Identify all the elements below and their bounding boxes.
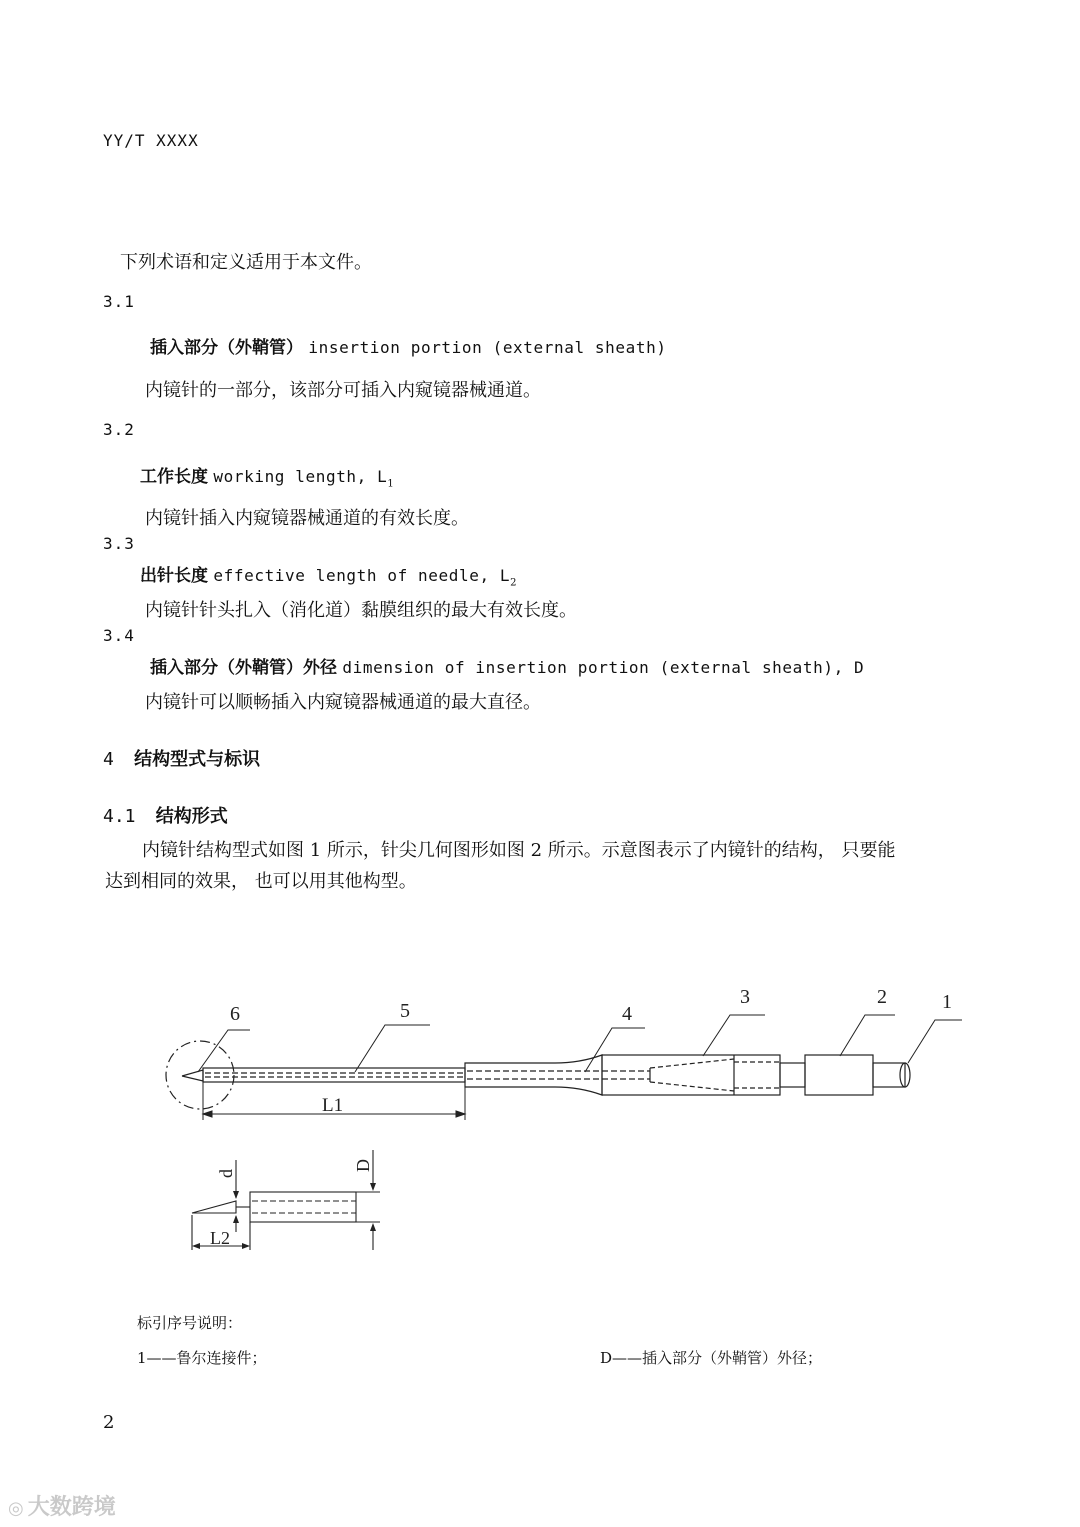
arrow-head	[233, 1215, 239, 1223]
connector-body	[805, 1055, 873, 1095]
detail-sheath	[250, 1192, 356, 1222]
term-3-3	[140, 561, 517, 588]
thin-tube	[203, 1068, 465, 1082]
callout-2: 2	[877, 986, 887, 1008]
clause-number-3-4: 3.4	[103, 626, 135, 645]
callout-1: 1	[942, 991, 952, 1013]
sheath-taper	[465, 1055, 602, 1095]
document-code: YY/T XXXX	[103, 131, 199, 150]
definition-3-4: 内镜针可以顺畅插入内窥镜器械通道的最大直径。	[145, 692, 541, 713]
watermark	[8, 1490, 116, 1521]
legend-title: 标引序号说明：	[137, 1314, 243, 1332]
term-3-1	[150, 333, 667, 358]
definition-3-2: 内镜针插入内窥镜器械通道的有效长度。	[145, 508, 469, 529]
callout-4: 4	[622, 1003, 632, 1025]
term-en: working length, L	[213, 467, 388, 486]
arrow-head	[203, 1111, 212, 1117]
detail-circle	[166, 1041, 234, 1109]
clause-number-3-3: 3.3	[103, 534, 135, 553]
neck	[780, 1063, 805, 1087]
watermark-text: 大数跨境	[27, 1495, 116, 1520]
term-subscript: 2	[510, 577, 517, 589]
handle-inner-taper	[650, 1082, 734, 1091]
legend-item-D: D——插入部分（外鞘管）外径；	[600, 1349, 823, 1367]
term-zh: 出针长度	[140, 566, 208, 586]
term-en: dimension of insertion portion (external sheath), D	[342, 658, 865, 677]
legend-item-1: 1——鲁尔连接件；	[137, 1349, 267, 1367]
callout-line-3	[703, 1015, 765, 1056]
L1-label: L1	[322, 1095, 344, 1116]
clause-number-3-2: 3.2	[103, 420, 135, 439]
callout-6: 6	[230, 1003, 240, 1025]
callout-5: 5	[400, 1000, 410, 1022]
intro-text: 下列术语和定义适用于本文件。	[120, 252, 372, 273]
callout-line-5	[355, 1025, 430, 1072]
watermark-logo-icon: ◎	[8, 1498, 24, 1519]
endoscopic-needle-diagram	[150, 975, 980, 1275]
arrow-head	[192, 1243, 200, 1249]
detail-needle-tip	[192, 1201, 236, 1213]
paragraph-line-1: 内镜针结构型式如图 1 所示，针尖几何图形如图 2 所示。示意图表示了内镜针的结构， 只要能	[142, 840, 896, 861]
term-zh: 工作长度	[140, 467, 208, 487]
term-subscript: 1	[387, 478, 394, 490]
L2-label: L2	[210, 1228, 230, 1248]
arrow-head	[242, 1243, 250, 1249]
D-label: D	[353, 1159, 373, 1172]
section-title: 结构型式与标识	[134, 749, 261, 770]
callout-line-4	[585, 1028, 645, 1072]
page-number: 2	[103, 1412, 115, 1433]
section-number: 4	[103, 749, 114, 770]
term-3-2	[140, 462, 394, 489]
term-en: effective length of needle, L	[213, 566, 511, 585]
section-number: 4.1	[103, 806, 136, 827]
arrow-head	[456, 1111, 465, 1117]
paragraph-line-2: 达到相同的效果， 也可以用其他构型。	[105, 871, 417, 892]
needle-tip	[182, 1070, 203, 1081]
term-3-4	[150, 653, 864, 678]
callout-line-2	[840, 1015, 895, 1056]
callout-3: 3	[740, 986, 750, 1008]
section-title: 结构形式	[155, 806, 228, 827]
callout-line-1	[908, 1020, 962, 1063]
handle-inner-taper	[650, 1059, 734, 1068]
handle-body	[602, 1055, 780, 1095]
clause-number-3-1: 3.1	[103, 292, 135, 311]
section-4-heading	[103, 745, 260, 771]
definition-3-1: 内镜针的一部分，该部分可插入内窥镜器械通道。	[145, 380, 541, 401]
term-en: insertion portion (external sheath)	[308, 338, 667, 357]
term-zh: 插入部分（外鞘管）外径	[150, 658, 337, 678]
d-label: d	[216, 1169, 236, 1178]
term-zh: 插入部分（外鞘管）	[150, 338, 303, 358]
arrow-head	[233, 1191, 239, 1199]
arrow-head	[370, 1223, 376, 1231]
definition-3-3: 内镜针针头扎入（消化道）黏膜组织的最大有效长度。	[145, 600, 577, 621]
arrow-head	[370, 1183, 376, 1191]
section-4-1-heading	[103, 802, 228, 828]
